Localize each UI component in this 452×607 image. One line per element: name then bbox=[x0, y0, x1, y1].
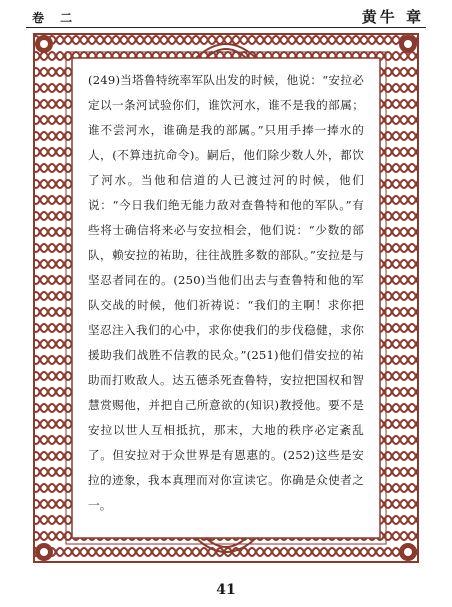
body-text-block bbox=[88, 68, 364, 518]
volume-label: 卷 二 bbox=[32, 11, 79, 25]
chapter-title: 黄牛 章 bbox=[361, 8, 424, 26]
body-paragraph: (249)当塔鲁特统率军队出发的时候，他说：“安拉必定以一条河试验你们，谁饮河水，谁不是我的部属；谁不尝河水，谁确是我的部属。”只用手捧一捧水的人，(不算违抗命令)。嗣后，他们除少数人外，都饮了河水。当他和信道的人已渡过河的时候，他们说：“今日我们绝无能力敌对查鲁特和他的军队。”有些将士确信将来必与安拉相会，他们说：“少数的部队，赖安拉的祐助，往往战胜多数的部队。”安拉是与坚忍者同在的。(250)当他们出去与查鲁特和他的军队交战的时候，他们祈祷说：“我们的主啊！求你把坚忍注入我们的心中，求你使我们的步伐稳健，求你援助我们战胜不信教的民众。”(251)他们借安拉的祐助而打败敌人。达五德杀死查鲁特，安拉把国权和智慧赏赐他，并把自己所意欲的(知识)教授他。要不是安拉以世人互相抵抗，那末，大地的秩序必定紊乱了。但安拉对于众世界是有恩惠的。(252)这些是安拉的迹象，我本真理而对你宣读它。你确是众使者之一。 bbox=[88, 73, 364, 512]
page-number: 41 bbox=[216, 582, 236, 598]
